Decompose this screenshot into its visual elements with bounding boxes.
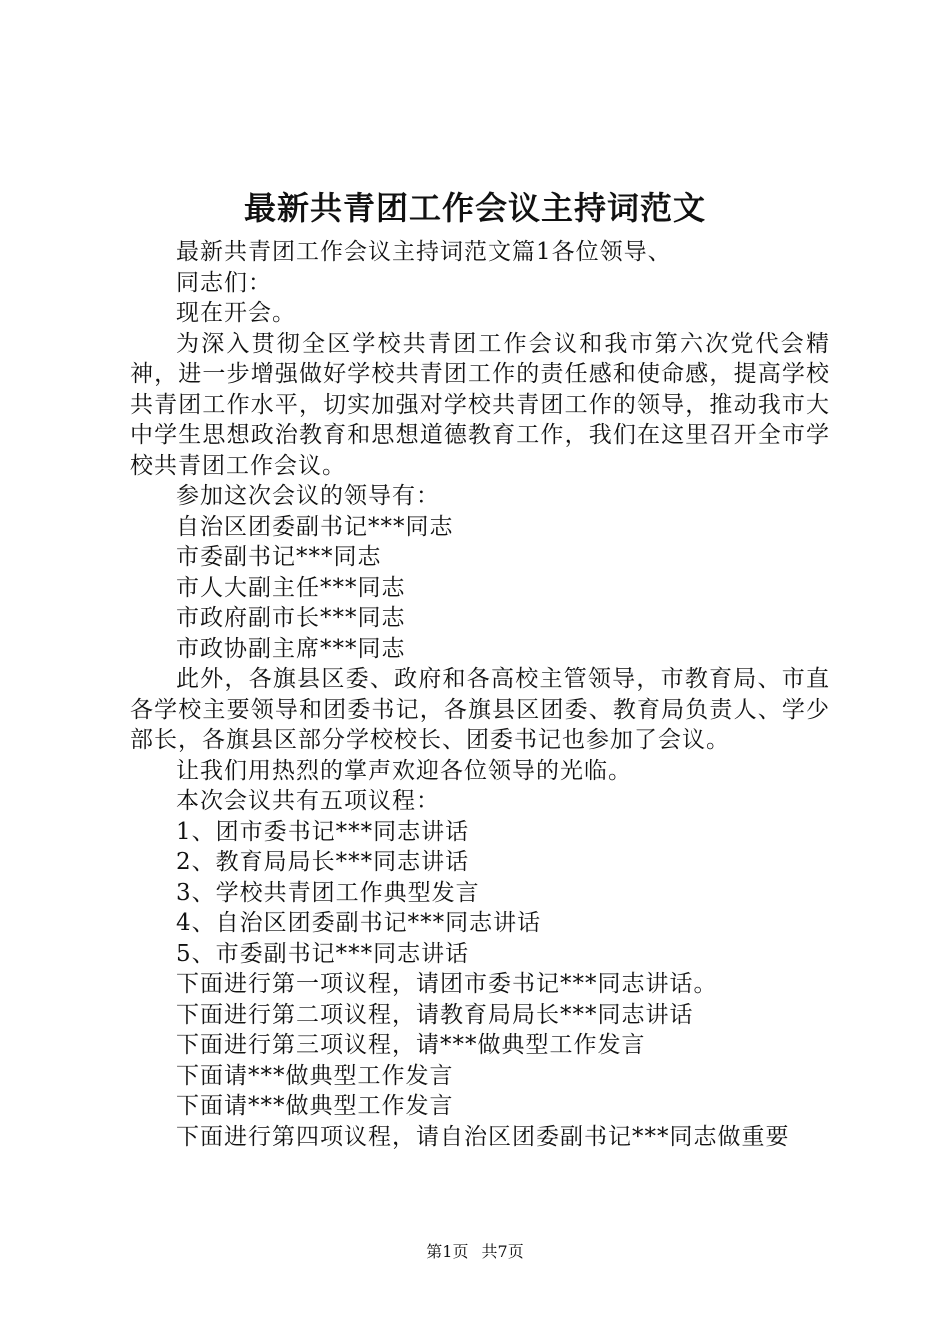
paragraph: 下面请***做典型工作发言	[176, 1062, 454, 1089]
document-title: 最新共青团工作会议主持词范文	[243, 189, 706, 227]
paragraph: 为深入贯彻全区学校共青团工作会议和我市第六次党代会精神，进一步增强做好学校共青团工作的责任感和使命感，提高学校共青团工作水平，切实加强对学校共青团工作的领导，推动我市大中学生思想政治教育和思想道德教育工作，我们在这里召开全市学校共青团工作会议。	[130, 330, 830, 479]
paragraph: 此外，各旗县区委、政府和各高校主管领导，市教育局、市直各学校主要领导和团委书记，各旗县区团委、教育局负责人、学少部长，各旗县区部分学校校长、团委书记也参加了会议。	[130, 666, 830, 753]
paragraph: 参加这次会议的领导有：	[176, 483, 440, 509]
page-footer	[0, 1240, 950, 1264]
agenda-item: 2、教育局局长***同志讲话	[176, 849, 470, 875]
agenda-item: 1、团市委书记***同志讲话	[176, 818, 470, 845]
paragraph: 下面进行第二项议程，请教育局局长***同志讲话	[176, 1001, 694, 1028]
paragraph: 市政协副主席***同志	[176, 635, 406, 662]
paragraph: 最新共青团工作会议主持词范文篇1各位领导、	[176, 239, 672, 265]
paragraph: 现在开会。	[176, 300, 296, 326]
paragraph: 下面请***做典型工作发言	[176, 1093, 454, 1119]
document-body	[130, 237, 830, 1152]
agenda-item: 4、自治区团委副书记***同志讲话	[176, 910, 542, 936]
agenda-item: 3、学校共青团工作典型发言	[176, 879, 480, 906]
paragraph: 自治区团委副书记***同志	[176, 513, 454, 540]
paragraph: 本次会议共有五项议程：	[176, 788, 440, 814]
paragraph: 下面进行第四项议程，请自治区团委副书记***同志做重要	[176, 1123, 790, 1150]
paragraph: 市政府副市长***同志	[176, 605, 406, 631]
agenda-item: 5、市委副书记***同志讲话	[176, 940, 470, 967]
paragraph: 市人大副主任***同志	[176, 574, 406, 601]
page-number: 第1页	[426, 1242, 469, 1261]
paragraph: 市委副书记***同志	[176, 544, 382, 570]
paragraph: 下面进行第三项议程，请***做典型工作发言	[176, 1032, 646, 1058]
paragraph: 同志们：	[176, 269, 272, 296]
paragraph: 让我们用热烈的掌声欢迎各位领导的光临。	[176, 757, 632, 784]
paragraph: 下面进行第一项议程，请团市委书记***同志讲话。	[176, 971, 718, 997]
page-total: 共7页	[481, 1242, 524, 1261]
